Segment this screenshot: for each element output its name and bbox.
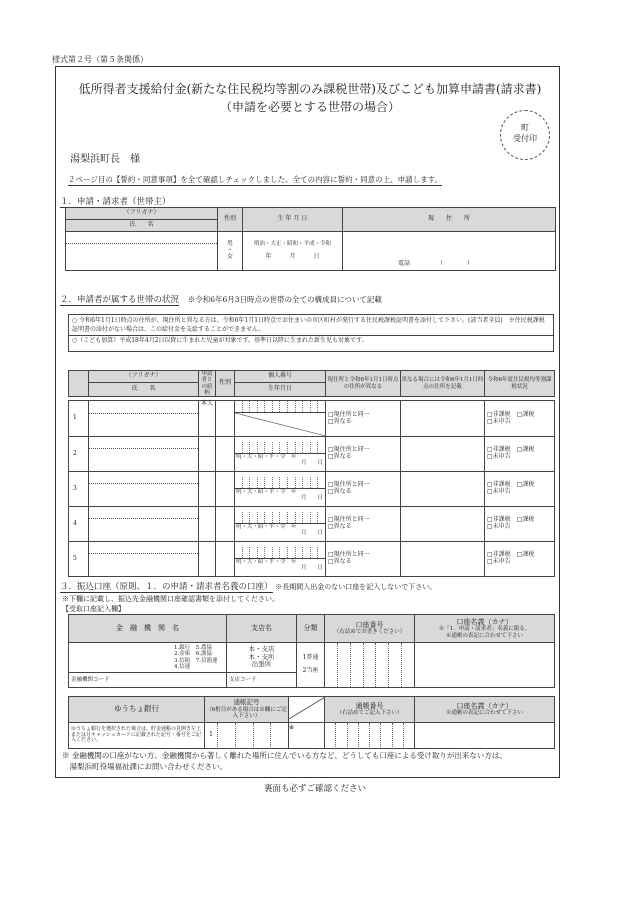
section3-heading-wrap bbox=[60, 580, 436, 592]
reception-stamp bbox=[500, 110, 550, 160]
symbol-digit-1: 1 bbox=[209, 730, 213, 738]
passbook-symbol-note: （6桁目がある場合は※欄にご記入下さい） bbox=[206, 706, 287, 720]
row-number: 5 bbox=[69, 542, 89, 577]
member-prev-address-field[interactable] bbox=[401, 437, 485, 472]
passbook-number-note: （右詰めでご記入下さい） bbox=[336, 710, 403, 717]
diagonal-slash bbox=[289, 697, 325, 719]
yucho-header: ゆうちょ銀行 bbox=[69, 697, 205, 723]
member-relation-field[interactable] bbox=[199, 472, 216, 507]
member-tax-status[interactable]: □非課税 □課税 □未申告 bbox=[485, 401, 555, 437]
member-relation-field[interactable] bbox=[199, 437, 216, 472]
hh-name-header: 氏 名 bbox=[89, 383, 199, 397]
footer-note: ※ 金融機関の口座がない方、金融機関から著しく離れた場所に住んでいる方など、どうしても口座による受け取りが出来ない方は、 湯梨浜町役場福祉課にお問い合わせください。 bbox=[62, 751, 507, 772]
household-rows bbox=[68, 400, 554, 577]
form-code: 様式第２号（第５条関係） bbox=[52, 55, 148, 64]
member-relation-field[interactable] bbox=[199, 542, 216, 577]
applicant-phone: 電話 （ ） bbox=[398, 259, 474, 267]
hh-furigana-header: （フリガナ） bbox=[89, 371, 199, 383]
birth-header: 生 年 月 日 bbox=[243, 208, 343, 232]
section2-subtitle: ※令和6年6月3日時点の世帯の全ての構成員について記載 bbox=[187, 295, 382, 304]
household-row bbox=[69, 542, 555, 577]
applicant-eras[interactable]: 明治・大正・昭和・平成・令和 bbox=[253, 241, 331, 248]
member-prev-address-field[interactable] bbox=[401, 542, 485, 577]
hh-tax-header: 令和6年度住民税均等割課税状況 bbox=[485, 371, 555, 397]
member-number-birth-field[interactable] bbox=[235, 401, 326, 437]
bank-types[interactable]: 1.銀行 5.農協 2.金庫 6.漁協 3.信組 7.信漁連 4.信連 bbox=[174, 644, 218, 670]
stamp-line1: 町 bbox=[521, 123, 529, 132]
member-addr-diff[interactable]: □現住所と同一 □異なる bbox=[326, 542, 401, 577]
member-gender-field[interactable] bbox=[216, 542, 235, 577]
yucho-holder-note: ※通帳の表記に合わせて下さい bbox=[445, 710, 523, 717]
applicant-name-field[interactable] bbox=[66, 232, 218, 271]
address-header: 現 住 所 bbox=[343, 208, 556, 232]
bank-name-header: 金 融 機 関 名 bbox=[69, 615, 227, 643]
form-subtitle: （申請を必要とする世帯の場合） bbox=[219, 100, 400, 114]
household-row bbox=[69, 437, 555, 472]
row-number: 3 bbox=[69, 472, 89, 507]
row-number: 2 bbox=[69, 437, 89, 472]
member-prev-address-field[interactable] bbox=[401, 472, 485, 507]
row-number: 1 bbox=[69, 401, 89, 437]
acct-type-ordinary[interactable]: 1普通 bbox=[302, 654, 319, 662]
member-tax-status[interactable]: □非課税 □課税 □未申告 bbox=[485, 542, 555, 577]
holder-field[interactable] bbox=[415, 643, 555, 688]
bank-table bbox=[68, 614, 555, 688]
account-no-note: （右詰めでお書きください） bbox=[333, 629, 406, 636]
member-addr-diff[interactable]: □現住所と同一 □異なる bbox=[326, 401, 401, 437]
member-name-field[interactable] bbox=[89, 472, 199, 507]
member-addr-diff[interactable]: □現住所と同一 □異なる bbox=[326, 507, 401, 542]
member-name-field[interactable] bbox=[89, 437, 199, 472]
applicant-gender[interactable]: 男 ・ 女 bbox=[218, 232, 243, 271]
branch-types[interactable]: 本・支店 本・支所 出張所 bbox=[248, 645, 275, 669]
applicant-ymd: 年 月 日 bbox=[265, 252, 320, 260]
addressee: 湯梨浜町長 様 bbox=[70, 154, 140, 165]
member-name-field[interactable] bbox=[89, 542, 199, 577]
bank-name-field[interactable] bbox=[69, 643, 227, 673]
star-mark: ※ bbox=[289, 724, 295, 732]
section3-heading-note: ※長期間入出金のない口座を記入しないで下さい。 bbox=[275, 583, 437, 591]
note-child-addition: ○（こども加算）平成18年4月2日以降に生まれた児童が対象です。基準日以降に生まれた新生児も対象です。 bbox=[69, 335, 553, 346]
section2-heading: ２．申請者が属する世帯の状況 bbox=[60, 295, 180, 305]
account-no-header: 口座番号 bbox=[355, 621, 384, 630]
member-relation-field[interactable]: 本人 bbox=[199, 401, 216, 437]
form-title: 低所得者支援給付金(新たな住民税均等割のみ課税世帯)及びこども加算申請書(請求書) bbox=[78, 82, 542, 96]
member-number-birth-field[interactable]: 明・大・昭・平・令 年 月 日 bbox=[235, 507, 326, 542]
account-type[interactable] bbox=[297, 643, 325, 688]
yucho-holder-field[interactable] bbox=[415, 722, 555, 748]
member-tax-status[interactable]: □非課税 □課税 □未申告 bbox=[485, 472, 555, 507]
section3-heading-paren: （原則、１．の申請・請求者名義の口座） bbox=[111, 582, 273, 592]
bank-code-field[interactable]: 金融機関コード bbox=[69, 673, 227, 688]
member-number-birth-field[interactable]: 明・大・昭・平・令 年 月 日 bbox=[235, 437, 326, 472]
yucho-note: ゆうちょ銀行を選択された場合は、貯金通帳の見開き左上または月キャッシュカードに記載された記号・番号をご記入ください。 bbox=[69, 722, 205, 748]
yucho-table bbox=[68, 696, 555, 749]
branch-header: 支店名 bbox=[227, 615, 297, 643]
hh-gender-header: 性別 bbox=[216, 371, 235, 397]
yucho-holder-header: 口座名義（カナ） bbox=[456, 702, 513, 711]
member-tax-status[interactable]: □非課税 □課税 □未申告 bbox=[485, 437, 555, 472]
hh-addr-diff-header: 現住所と令和6年1月1日時点の住所が異なる bbox=[326, 371, 401, 397]
holder-header: 口座名義（カナ） bbox=[456, 618, 513, 627]
applicant-address-field[interactable] bbox=[343, 232, 556, 271]
member-name-field[interactable] bbox=[89, 507, 199, 542]
branch-field[interactable] bbox=[227, 643, 297, 673]
hh-birth-header: 生年月日 bbox=[235, 383, 326, 397]
name-header: 氏 名 bbox=[66, 220, 218, 232]
stamp-line2: 受付印 bbox=[513, 134, 537, 144]
member-relation-field[interactable] bbox=[199, 507, 216, 542]
member-tax-status[interactable]: □非課税 □課税 □未申告 bbox=[485, 507, 555, 542]
section2-heading-wrap bbox=[60, 293, 382, 305]
pledge-text: ２ページ目の【誓約・同意事項】を全て確認しチェックしました。全ての内容に誓約・同意の上、申請します。 bbox=[68, 175, 443, 184]
back-note: 裏面も必ずご確認ください bbox=[263, 784, 366, 794]
receive-label: 【受取口座記入欄】 bbox=[62, 605, 125, 613]
member-number-birth-field[interactable]: 明・大・昭・平・令 年 月 日 bbox=[235, 542, 326, 577]
household-table bbox=[68, 370, 555, 397]
member-prev-address-field[interactable] bbox=[401, 507, 485, 542]
acct-type-current[interactable]: 2当座 bbox=[302, 667, 319, 674]
passbook-symbol-field[interactable] bbox=[205, 722, 289, 748]
branch-code-field[interactable]: 支店コード bbox=[227, 673, 297, 688]
hh-relation-header: 申請者との続柄 bbox=[199, 371, 216, 397]
member-gender-field[interactable] bbox=[216, 437, 235, 472]
member-name-field[interactable] bbox=[89, 401, 199, 437]
row-number: 4 bbox=[69, 507, 89, 542]
member-gender-field[interactable] bbox=[216, 507, 235, 542]
passbook-symbol-header: 通帳記号 bbox=[233, 698, 260, 707]
member-addr-diff[interactable]: □現住所と同一 □異なる bbox=[326, 472, 401, 507]
hh-addr-record-header: 異なる場合には令和6年1月1日時点の住所を記載 bbox=[401, 371, 485, 397]
passbook-number-field[interactable] bbox=[325, 722, 415, 748]
household-row bbox=[69, 472, 555, 507]
attach-note: ※下欄に記載し、振込先金融機関口座確認書類を添付してください。 bbox=[62, 595, 279, 603]
applicant-table bbox=[65, 207, 556, 271]
member-addr-diff[interactable]: □現住所と同一 □異なる bbox=[326, 437, 401, 472]
account-number-field[interactable] bbox=[325, 643, 415, 688]
hh-mynumber-header: 個人番号 bbox=[235, 371, 326, 383]
household-row bbox=[69, 401, 555, 437]
type-header: 分類 bbox=[297, 615, 325, 643]
passbook-sixth-digit[interactable] bbox=[289, 722, 325, 748]
member-number-birth-field[interactable]: 明・大・昭・平・令 年 月 日 bbox=[235, 472, 326, 507]
household-body bbox=[68, 400, 555, 577]
holder-note1: ※「1．申請・請求者」名義に限る。 bbox=[438, 626, 531, 633]
furigana-header: （フリガナ） bbox=[66, 208, 218, 220]
member-gender-field[interactable] bbox=[216, 401, 235, 437]
note-previous-address: ○ 令和6年1月1日時点の住所が、現住所と異なる方は、令和6年1月1日時点でお住まいの市区町村が発行する住民税課税証明書を添付して下さい。(該当者全員) ※住民税課税証明書の添付がない場合は、この給付金を支給することができません。 bbox=[72, 317, 545, 333]
gender-header: 性別 bbox=[218, 208, 243, 232]
member-prev-address-field[interactable] bbox=[401, 401, 485, 437]
member-gender-field[interactable] bbox=[216, 472, 235, 507]
passbook-number-header: 通帳番号 bbox=[355, 702, 384, 711]
section3-heading: ３．振込口座 bbox=[60, 582, 112, 592]
household-row bbox=[69, 507, 555, 542]
section2-notes bbox=[68, 314, 554, 352]
section1-heading: １．申請・請求者（世帯主） bbox=[60, 197, 171, 207]
holder-note2: ※通帳の表記に合わせて下さい bbox=[445, 632, 523, 639]
